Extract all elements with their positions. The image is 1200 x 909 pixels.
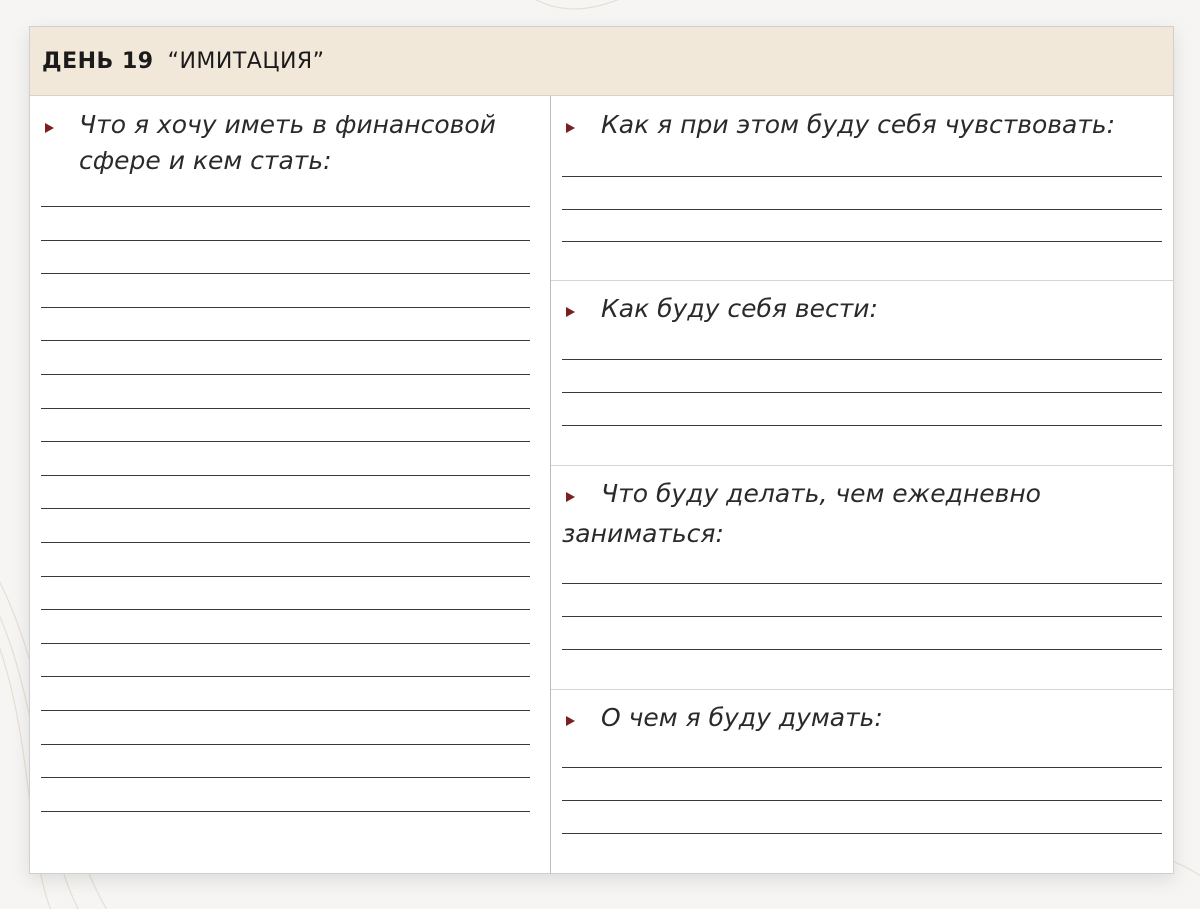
question-daily-line2: заниматься: — [562, 519, 724, 548]
question-thoughts: О чем я буду думать: — [601, 703, 883, 732]
answer-line[interactable] — [41, 206, 530, 207]
day-number: ДЕНЬ 19 — [42, 48, 154, 74]
day-title: “ИМИТАЦИЯ” — [167, 48, 325, 74]
answer-line[interactable] — [562, 800, 1162, 801]
section-feelings — [551, 96, 1174, 281]
bullet-arrow-icon — [566, 716, 575, 726]
answer-line[interactable] — [562, 359, 1162, 360]
question-behavior: Как буду себя вести: — [601, 294, 878, 323]
section-behavior — [551, 281, 1174, 466]
right-column — [551, 96, 1174, 874]
answer-line[interactable] — [41, 307, 530, 308]
answer-line[interactable] — [562, 767, 1162, 768]
left-column — [30, 96, 551, 874]
bullet-arrow-icon — [566, 123, 575, 133]
bullet-arrow-icon — [566, 492, 575, 502]
answer-line[interactable] — [562, 241, 1162, 242]
answer-line[interactable] — [41, 273, 530, 274]
bullet-arrow-icon — [45, 123, 54, 133]
question-daily-line1: Что буду делать, чем ежедневно — [601, 479, 1041, 508]
answer-line[interactable] — [41, 441, 530, 442]
answer-line[interactable] — [562, 392, 1162, 393]
bullet-arrow-icon — [566, 307, 575, 317]
answer-line[interactable] — [41, 576, 530, 577]
section-thoughts — [551, 690, 1174, 874]
answer-line[interactable] — [562, 176, 1162, 177]
answer-line[interactable] — [562, 425, 1162, 426]
answer-line[interactable] — [562, 616, 1162, 617]
answer-line[interactable] — [41, 240, 530, 241]
answer-line[interactable] — [41, 643, 530, 644]
answer-line[interactable] — [41, 542, 530, 543]
section-daily-activities — [551, 466, 1174, 690]
answer-line[interactable] — [41, 340, 530, 341]
answer-line[interactable] — [41, 777, 530, 778]
question-finance: Что я хочу иметь в финансовой сфере и кем стать: — [79, 110, 496, 175]
answer-line[interactable] — [41, 508, 530, 509]
answer-line[interactable] — [562, 583, 1162, 584]
answer-line[interactable] — [562, 209, 1162, 210]
answer-line[interactable] — [41, 710, 530, 711]
answer-line[interactable] — [41, 744, 530, 745]
page-header — [30, 27, 1173, 96]
answer-line[interactable] — [562, 649, 1162, 650]
answer-line[interactable] — [41, 676, 530, 677]
answer-line[interactable] — [41, 374, 530, 375]
answer-line[interactable] — [41, 811, 530, 812]
answer-line[interactable] — [41, 609, 530, 610]
question-feelings: Как я при этом буду себя чувствовать: — [601, 110, 1116, 139]
answer-line[interactable] — [562, 833, 1162, 834]
answer-line[interactable] — [41, 475, 530, 476]
worksheet-card — [29, 26, 1174, 874]
answer-line[interactable] — [41, 408, 530, 409]
